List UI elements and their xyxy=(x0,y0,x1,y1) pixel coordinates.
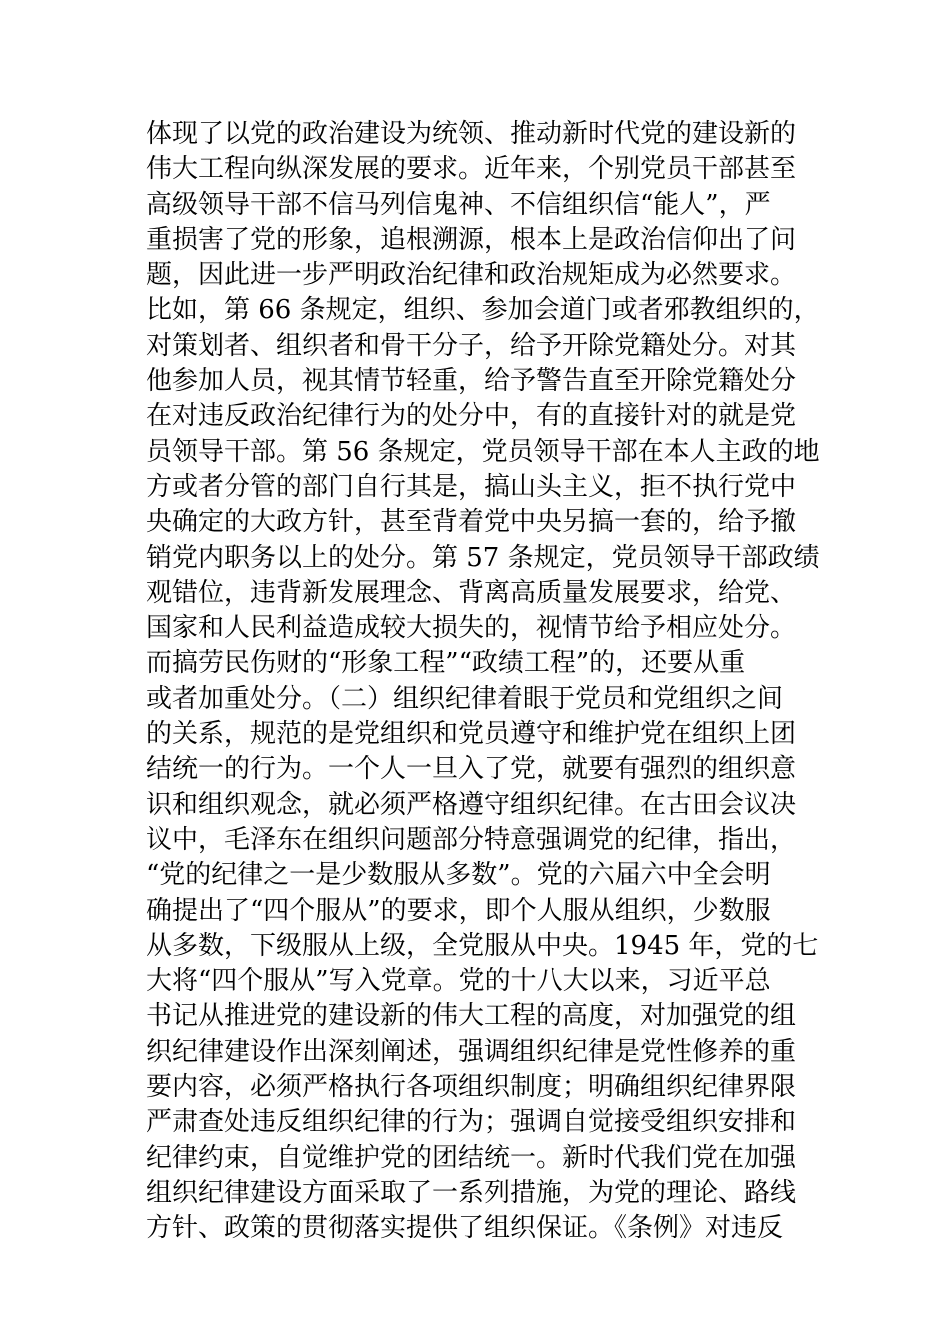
text-line: 比如，第 66 条规定，组织、参加会道门或者邪教组织的， xyxy=(146,295,820,326)
text-line: 伟大工程向纵深发展的要求。近年来，个别党员干部甚至 xyxy=(146,154,797,185)
text-line: 央确定的大政方针，甚至背着党中央另搞一套的，给予撤 xyxy=(146,507,797,538)
text-line: 大将“四个服从”写入党章。党的十八大以来，习近平总 xyxy=(146,966,771,997)
text-line: 对策划者、组织者和骨干分子，给予开除党籍处分。对其 xyxy=(146,330,797,361)
text-line: “党的纪律之一是少数服从多数”。党的六届六中全会明 xyxy=(146,860,771,891)
text-line: 的关系，规范的是党组织和党员遵守和维护党在组织上团 xyxy=(146,719,797,750)
text-line: 国家和人民利益造成较大损失的，视情节给予相应处分。 xyxy=(146,613,797,644)
text-line: 题，因此进一步严明政治纪律和政治规矩成为必然要求。 xyxy=(146,260,797,291)
text-line: 体现了以党的政治建设为统领、推动新时代党的建设新的 xyxy=(146,119,797,149)
body-text xyxy=(146,117,826,1247)
text-line: 观错位，违背新发展理念、背离高质量发展要求，给党、 xyxy=(146,577,797,608)
text-line: 而搞劳民伤财的“形象工程”“政绩工程”的，还要从重 xyxy=(146,648,746,679)
text-line: 或者加重处分。（二）组织纪律着眼于党员和党组织之间 xyxy=(146,683,784,714)
text-line: 从多数，下级服从上级，全党服从中央。1945 年，党的七 xyxy=(146,930,819,961)
text-line: 书记从推进党的建设新的伟大工程的高度，对加强党的组 xyxy=(146,1001,797,1032)
text-line: 销党内职务以上的处分。第 57 条规定，党员领导干部政绩 xyxy=(146,542,820,573)
text-line: 织纪律建设作出深刻阐述，强调组织纪律是党性修养的重 xyxy=(146,1036,797,1067)
text-line: 要内容，必须严格执行各项组织制度；明确组织纪律界限 xyxy=(146,1072,797,1103)
text-line: 纪律约束，自觉维护党的团结统一。新时代我们党在加强 xyxy=(146,1142,797,1173)
text-line: 员领导干部。第 56 条规定，党员领导干部在本人主政的地 xyxy=(146,436,820,467)
text-line: 议中，毛泽东在组织问题部分特意强调党的纪律，指出， xyxy=(146,824,797,855)
text-line: 方针、政策的贯彻落实提供了组织保证。《条例》对违反 xyxy=(146,1213,784,1244)
text-line: 他参加人员，视其情节轻重，给予警告直至开除党籍处分 xyxy=(146,366,797,397)
text-line: 在对违反政治纪律行为的处分中，有的直接针对的就是党 xyxy=(146,401,797,432)
text-line: 重损害了党的形象，追根溯源，根本上是政治信仰出了问 xyxy=(146,224,797,255)
text-line: 组织纪律建设方面采取了一系列措施，为党的理论、路线 xyxy=(146,1177,797,1208)
text-line: 方或者分管的部门自行其是，搞山头主义，拒不执行党中 xyxy=(146,471,797,502)
text-line: 高级领导干部不信马列信鬼神、不信组织信“能人”，严 xyxy=(146,189,771,220)
text-line: 识和组织观念，就必须严格遵守组织纪律。在古田会议决 xyxy=(146,789,797,820)
text-line: 结统一的行为。一个人一旦入了党，就要有强烈的组织意 xyxy=(146,754,797,785)
text-line: 严肃查处违反组织纪律的行为；强调自觉接受组织安排和 xyxy=(146,1107,797,1138)
text-line: 确提出了“四个服从”的要求，即个人服从组织，少数服 xyxy=(146,895,771,926)
